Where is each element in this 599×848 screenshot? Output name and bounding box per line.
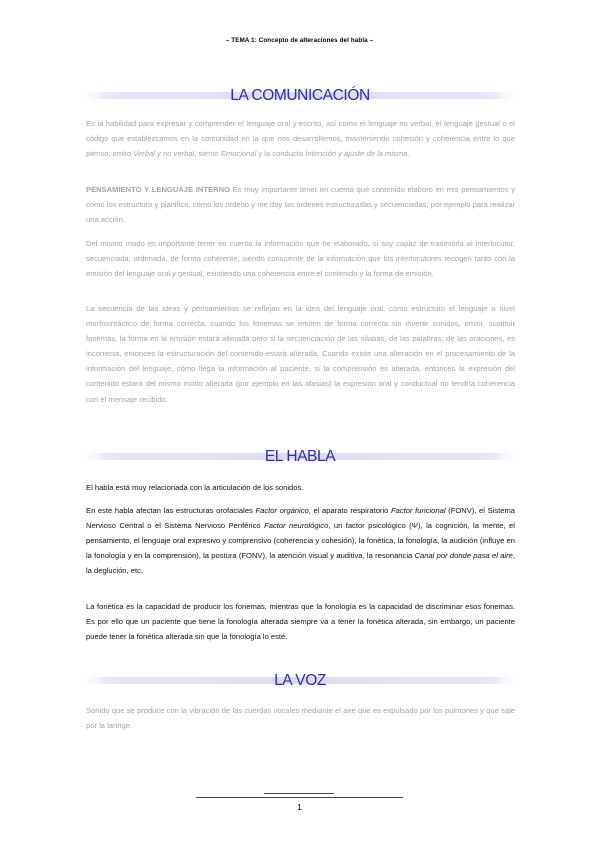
paragraph-habla-intro: El habla está muy relacionada con la articulación de los sonidos. xyxy=(86,483,304,492)
section-heading-voz xyxy=(85,672,515,692)
paragraph-fonetica: La fonética es la capacidad de producir los fonemas, mientras que la fonología es la capacidad de discriminar esos fonemas. Es por ello que un paciente que tiene la fonología alterada siempre va a tener la fonética alterada, sin embargo, un paciente puede tener la fonética alterada sin que la fonología lo esté. xyxy=(86,602,515,642)
paragraph-comunicacion-definition: Es la habilidad para expresar y comprender el lenguaje oral y escrito, así como el lenguaje no verbal, el lenguaje gestual o el código que establezcamos en la comunidad en la que nos desarrollemos, manteniendo cohesión y coherencia entre lo que pienso, emito Verbal y no verbal, siento Emocional y la conducta Intención y ajuste de la misma. xyxy=(86,119,515,159)
paragraph-informacion: Del mismo modo es importante tener en cuenta la información que he elaborado, si soy capaz de trasmitirla al interlocutor, secuenciada, ordenada, de forma coherente, siendo consciente de la información que los interlocutores recogen tanto con la emisión del lenguaje oral y gestual, existiendo una coherencia entre el contenido y la forma de emisión. xyxy=(86,239,515,279)
paragraph-secuencia: La secuencia de las ideas y pensamientos se reflejan en la idea del lenguaje oral, cómo estructuro el lenguaje a nivel morfosintáctico de forma correcta, cuando los fonemas se emiten de forma correcta sin invertir sonidos, omitir, sustituir fonemas, la forma en la emisión estará alterada pero si la secuenciación de las sílabas, de las palabras, de las oraciones, es incorrecta, entonces la estructuración del contenido estará alterada. Cuando existe una alteración en el procesamiento de la información del lenguaje, cómo llega la información al paciente, si la comprensión es alterada, entonces la expresión del contenido estará del mismo modo alterada (por ejemplo en las afasias) la expresión oral y conductual no tendría coherencia con el mensaje recibido. xyxy=(86,304,515,404)
section-title: EL HABLA xyxy=(264,448,336,465)
paragraph-pensamiento: PENSAMIENTO Y LENGUAJE INTERNO Es muy importante tener en cuenta qué contenido elaboro en mis pensamientos y como los estructuro y planifico, cómo los ordeno y me doy las órdenes estructuradas y secuenciadas, por ejemplo para realizar una acción. xyxy=(86,185,516,225)
paragraph-habla-factores: En este habla afectan las estructuras orofaciales Factor orgánico, el aparato respiratorio Factor funcional (FONV), el Sistema Nervioso Central o el Sistema Nervioso Periférico Factor neurológico, un factor psicológico (Ψ), la cognición, la mente, el pensamiento, el lenguaje oral expresivo y comprensivo (coherencia y cohesión), la fonética, la fonología, la audición (influye en la fonología y en la comprensión), la postura (FONV), la atención visual y auditiva, la resonancia Canal por donde pasa el aire, la deglución, etc. xyxy=(86,506,516,576)
section-title: LA VOZ xyxy=(274,672,326,689)
section-heading-habla xyxy=(85,448,515,468)
footer-rule-short xyxy=(264,793,334,794)
page-header: – TEMA 1: Concepto de alteraciones del habla – xyxy=(225,37,374,44)
paragraph-voz: Sonido que se produce con la vibración de las cuerdas vocales mediante el aire que es expulsado por los pulmones y que sale por la laringe. xyxy=(86,706,515,731)
section-heading-comunicacion xyxy=(85,87,515,107)
section-title: LA COMUNICACIÓN xyxy=(230,87,370,104)
footer-rule xyxy=(196,797,403,798)
page-number: 1 xyxy=(297,802,302,812)
